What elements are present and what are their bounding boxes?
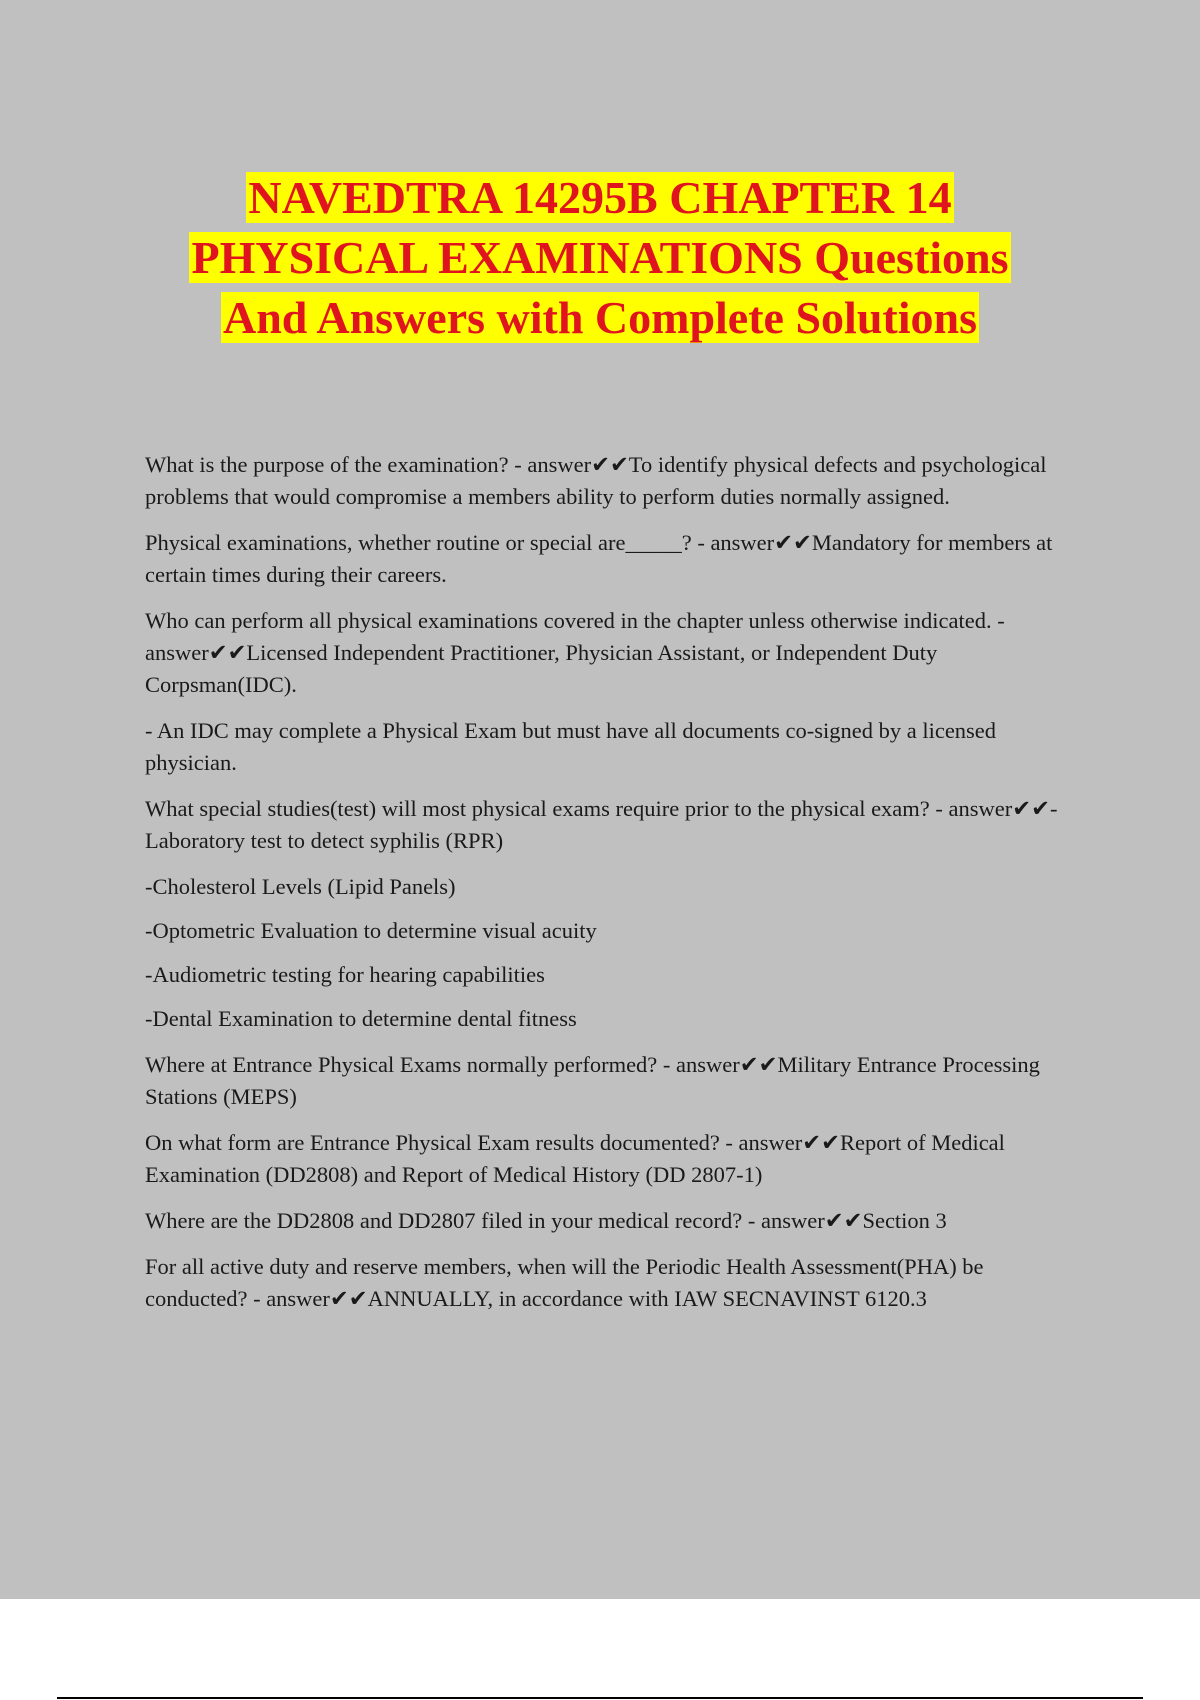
qa-paragraph: What special studies(test) will most physical exams require prior to the physical exam? - answer✔✔-Laboratory test to detect syphilis (RPR): [145, 796, 1058, 853]
title-line-2: PHYSICAL EXAMINATIONS Questions: [191, 232, 1009, 283]
qa-paragraph: On what form are Entrance Physical Exam results documented? - answer✔✔Report of Medical Examination (DD2808) and Report of Medical History (DD 2807-1): [145, 1130, 1005, 1187]
qa-paragraph: Who can perform all physical examinations covered in the chapter unless otherwise indicated. - answer✔✔Licensed Independent Practitioner, Physician Assistant, or Independent Duty Corpsman(IDC).: [145, 608, 1005, 697]
qa-body: [145, 449, 1075, 1329]
qa-paragraph: Physical examinations, whether routine or special are_____? - answer✔✔Mandatory for members at certain times during their careers.: [145, 530, 1053, 587]
qa-paragraph: Where at Entrance Physical Exams normally performed? - answer✔✔Military Entrance Processing Stations (MEPS): [145, 1052, 1040, 1109]
qa-list-item: -Cholesterol Levels (Lipid Panels): [145, 874, 456, 899]
page-bottom-margin: [0, 1599, 1200, 1700]
qa-list-item: -Optometric Evaluation to determine visual acuity: [145, 918, 597, 943]
qa-paragraph: - An IDC may complete a Physical Exam but must have all documents co-signed by a licensed physician.: [145, 718, 997, 775]
qa-list-item: -Audiometric testing for hearing capabilities: [145, 962, 545, 987]
title-line-3: And Answers with Complete Solutions: [223, 292, 977, 343]
qa-list-item: -Dental Examination to determine dental fitness: [145, 1006, 577, 1031]
document-title: [100, 168, 1100, 348]
qa-paragraph: For all active duty and reserve members, when will the Periodic Health Assessment(PHA) be conducted? - answer✔✔ANNUALLY, in accordance with IAW SECNAVINST 6120.3: [145, 1254, 984, 1311]
qa-paragraph: What is the purpose of the examination? - answer✔✔To identify physical defects and psychological problems that would compromise a members ability to perform duties normally assigned.: [145, 452, 1047, 509]
title-line-1: NAVEDTRA 14295B CHAPTER 14: [248, 172, 952, 223]
qa-paragraph: Where are the DD2808 and DD2807 filed in your medical record? - answer✔✔Section 3: [145, 1208, 947, 1233]
footer-rule: [57, 1697, 1143, 1699]
